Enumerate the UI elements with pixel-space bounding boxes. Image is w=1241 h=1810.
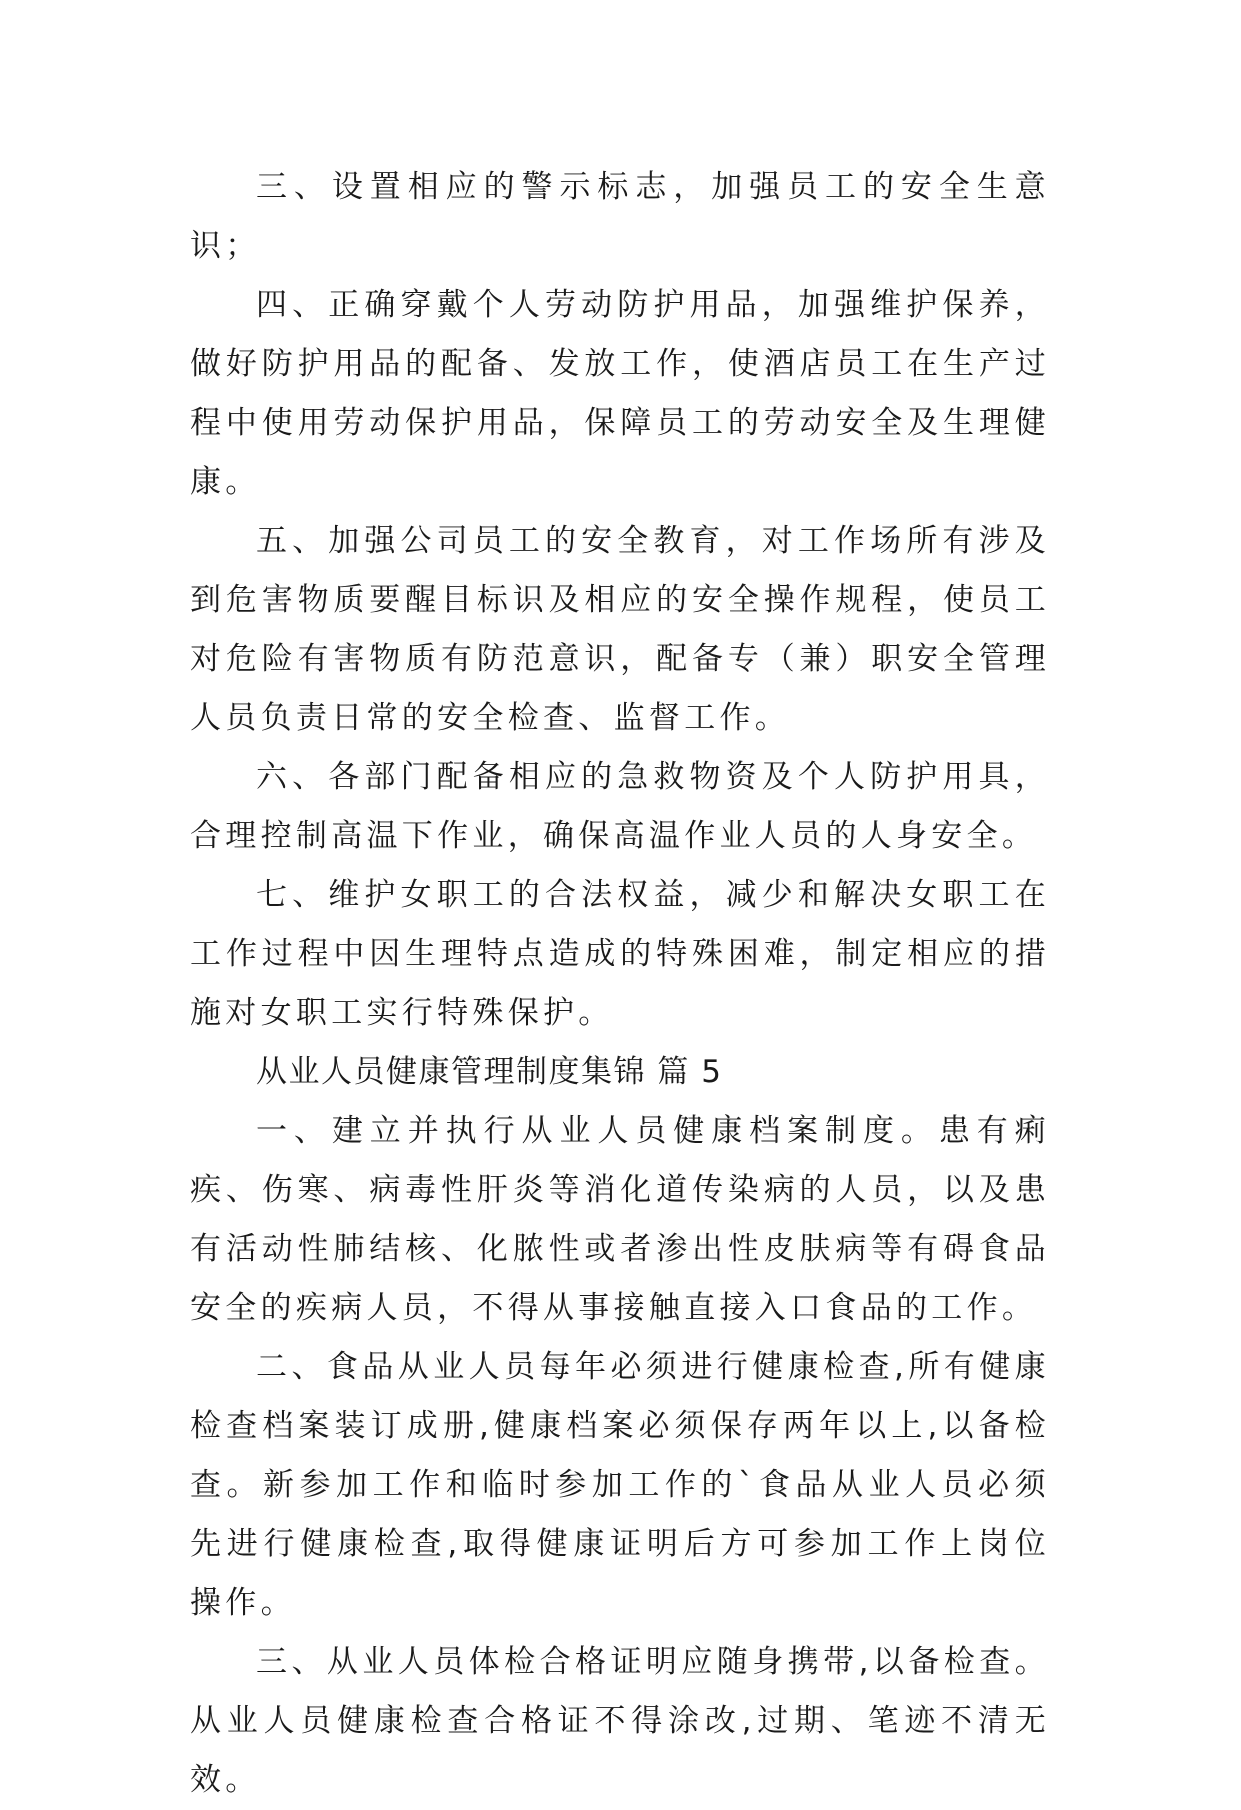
paragraph-female-workers: 七、维护女职工的合法权益，减少和解决女职工在工作过程中因生理特点造成的特殊困难，制定相应的措施对女职工实行特殊保护。 xyxy=(190,877,1050,1031)
section-heading: 从业人员健康管理制度集锦 篇 5 xyxy=(256,1054,723,1090)
paragraph-protective-equipment: 四、正确穿戴个人劳动防护用品，加强维护保养，做好防护用品的配备、发放工作，使酒店员工在生产过程中使用劳动保护用品，保障员工的劳动安全及生理健康。 xyxy=(190,287,1050,500)
paragraph-health-certificate: 三、从业人员体检合格证明应随身携带,以备检查。从业人员健康检查合格证不得涂改,过期、笔迹不清无效。 xyxy=(190,1644,1050,1798)
paragraph-safety-education: 五、加强公司员工的安全教育，对工作场所有涉及到危害物质要醒目标识及相应的安全操作规程，使员工对危险有害物质有防范意识，配备专（兼）职安全管理人员负责日常的安全检查、监督工作。 xyxy=(190,523,1050,736)
paragraph-emergency-supplies: 六、各部门配备相应的急救物资及个人防护用具，合理控制高温下作业，确保高温作业人员的人身安全。 xyxy=(190,759,1050,854)
paragraph-health-records: 一、建立并执行从业人员健康档案制度。患有痢疾、伤寒、病毒性肝炎等消化道传染病的人员，以及患有活动性肺结核、化脓性或者渗出性皮肤病等有碍食品安全的疾病人员，不得从事接触直接入口食品的工作。 xyxy=(190,1113,1050,1326)
paragraph-annual-health-check: 二、食品从业人员每年必须进行健康检查,所有健康检查档案装订成册,健康档案必须保存两年以上,以备检查。新参加工作和临时参加工作的`食品从业人员必须先进行健康检查,取得健康证明后方可参加工作上岗位操作。 xyxy=(190,1349,1050,1621)
paragraph-warning-signs: 三、设置相应的警示标志，加强员工的安全生意识； xyxy=(190,169,1050,264)
document-body xyxy=(190,158,1050,1810)
